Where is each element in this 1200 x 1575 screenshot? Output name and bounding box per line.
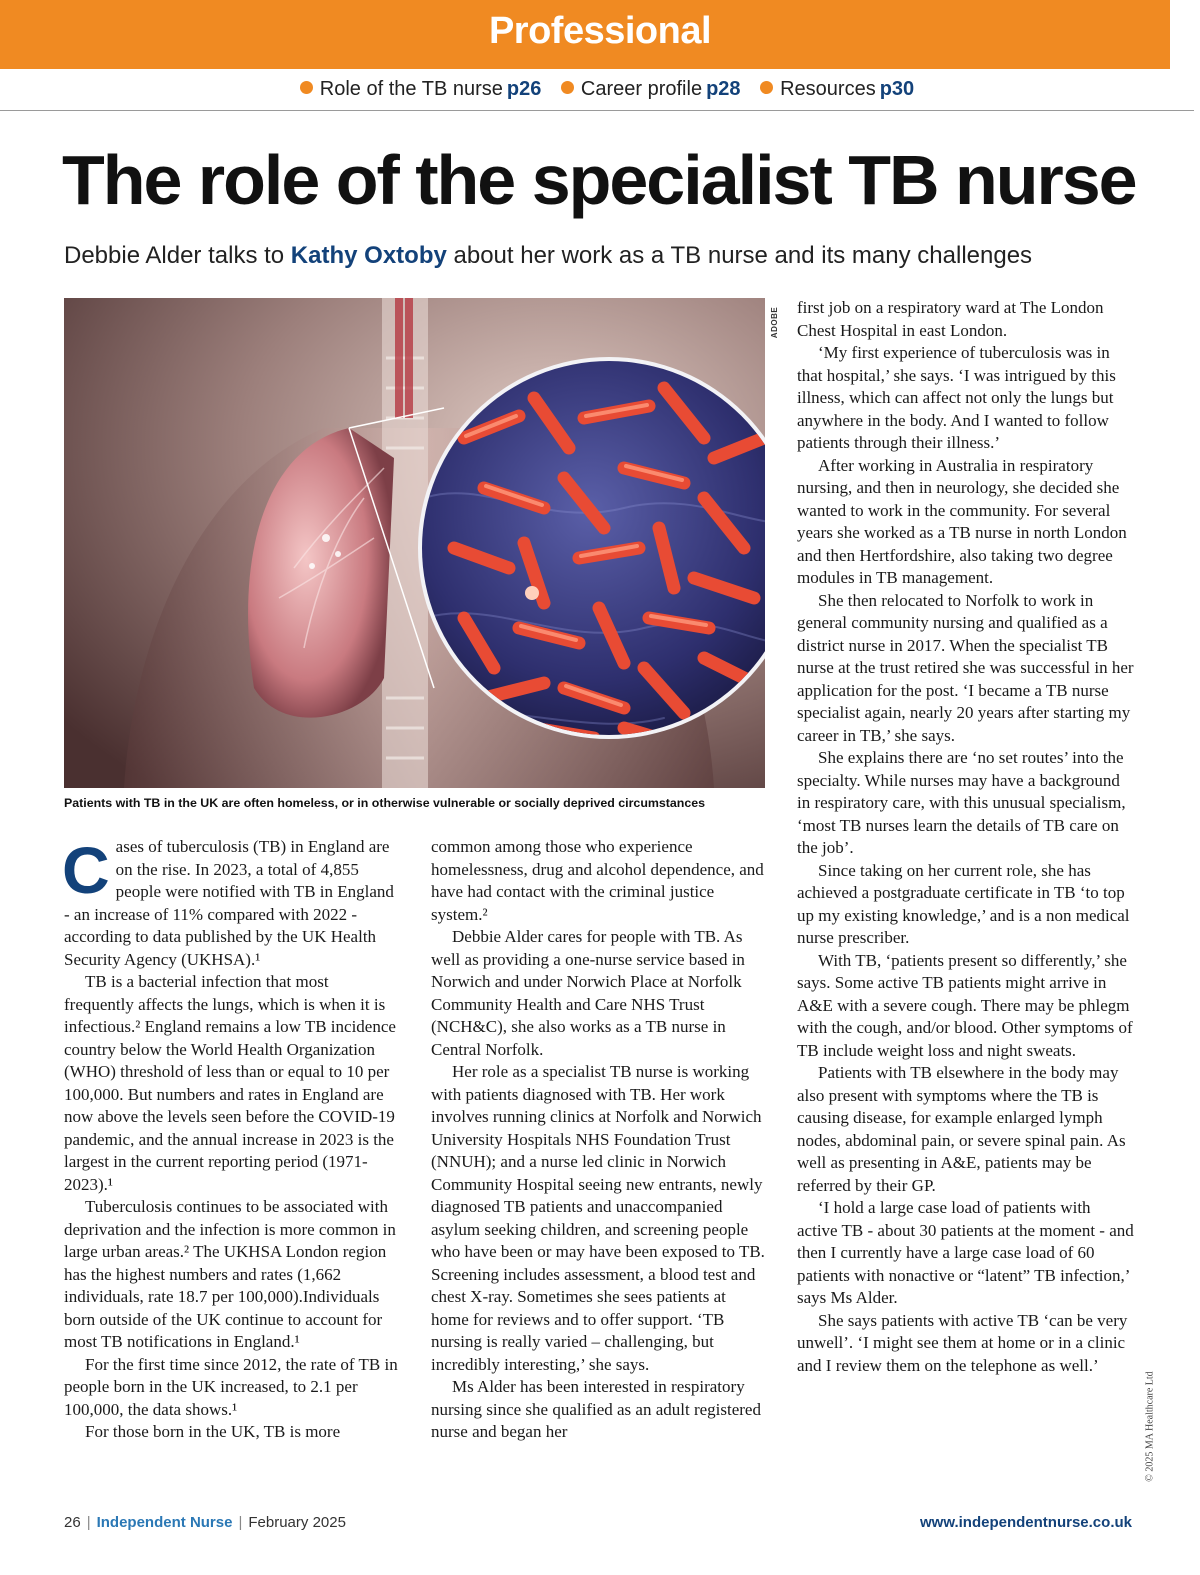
article-paragraph: ‘I hold a large case load of patients with active TB - about 30 patients at the moment - and then I currently have a large case load of 60 patients with nonactive or “latent” TB infection,’ says Ms Alder. xyxy=(797,1198,1134,1307)
article-paragraph: With TB, ‘patients present so differently,’ she says. Some active TB patients might arrive in A&E with a severe cough. There may be phlegm with the cough, and/or blood. Other symptoms of TB include weight loss and night sweats. xyxy=(797,950,1133,1060)
contents-nav xyxy=(0,78,1200,101)
nav-item-page[interactable]: p26 xyxy=(506,78,542,100)
article-paragraph: Tuberculosis continues to be associated with deprivation and the infection is more common in large urban areas.² The UKHSA London region has the highest numbers and rates (1,662 individuals, rate 18.7 per 100,000).Individuals born outside of the UK continue to account for most TB notifications in England.¹ xyxy=(64,1197,396,1351)
nav-item-label[interactable]: Resources xyxy=(780,78,876,100)
article-column-3 xyxy=(797,297,1134,1377)
article-paragraph: Ms Alder has been interested in respiratory nursing since she qualified as an adult registered nurse and began her xyxy=(431,1377,761,1441)
article-paragraph: After working in Australia in respiratory nursing, and then in neurology, she decided she wanted to work in the community. For several years she worked as a TB nurse in north London and then Hertfordshire, also taking two degree modules in TB management. xyxy=(797,455,1127,587)
article-paragraph: Patients with TB elsewhere in the body may also present with symptoms where the TB is causing disease, for example enlarged lymph nodes, abdominal pain, or severe spinal pain. As well as presenting in A&E, patients may be referred by their GP. xyxy=(797,1063,1126,1195)
image-caption: Patients with TB in the UK are often homeless, or in otherwise vulnerable or socially deprived circumstances xyxy=(64,796,706,810)
bullet-icon xyxy=(561,81,574,94)
article-column-1 xyxy=(62,833,399,1444)
website-link[interactable]: www.independentnurse.co.uk xyxy=(920,1514,1132,1531)
author-name: Kathy Oxtoby xyxy=(290,242,447,269)
nav-item-label[interactable]: Role of the TB nurse xyxy=(319,78,503,100)
article-paragraph: first job on a respiratory ward at The London Chest Hospital in east London. xyxy=(797,298,1104,340)
article-paragraph: Cases of tuberculosis (TB) in England are on the rise. In 2023, a total of 4,855 people were notified with TB in England - an increase of 11% compared with 2022 - according to data published by the UK Health Security Agency (UKHSA).¹ xyxy=(62,833,394,969)
article-paragraph: She then relocated to Norfolk to work in general community nursing and qualified as a district nurse in 2017. When the specialist TB nurse at the trust retired she was successful in her application for the post. ‘I became a TB nurse specialist again, nearly 20 years after starting my career in TB,’ she says. xyxy=(797,590,1134,745)
article-paragraph: She says patients with active TB ‘can be very unwell’. ‘I might see them at home or in a clinic and I review them on the telephone as well.’ xyxy=(797,1310,1128,1375)
nav-item-page[interactable]: p28 xyxy=(706,78,741,100)
copyright-notice: © 2025 MA Healthcare Ltd xyxy=(1144,1371,1156,1482)
article-paragraph: common among those who experience homelessness, drug and alcohol dependence, and have had contact with the criminal justice system.² xyxy=(431,837,764,924)
article-paragraph: TB is a bacterial infection that most frequently affects the lungs, which is when it is infectious.² England remains a low TB incidence country below the World Health Organization (WHO) threshold of less than or equal to 10 per 100,000. But numbers and rates in England are now above the levels seen before the COVID-19 pandemic, and the annual increase in 2023 is the largest in the current reporting period (1971-2023).¹ xyxy=(64,972,396,1194)
article-paragraph: She explains there are ‘no set routes’ into the specialty. While nurses may have a background in respiratory care, with this unusual specialism, ‘most TB nurses learn the details of TB care on the job’. xyxy=(797,748,1126,857)
image-credit: ADOBE xyxy=(770,306,780,339)
article-paragraph: Debbie Alder cares for people with TB. As well as providing a one-nurse service based in Norwich and under Norwich Place at Norfolk Community Health and Care NHS Trust (NCH&C), she also works as a TB nurse in Central Norfolk. xyxy=(431,927,745,1059)
footer-separator: | xyxy=(238,1514,243,1531)
tb-bacteria-illustration xyxy=(64,298,765,788)
article-paragraph: ‘My first experience of tuberculosis was in that hospital,’ she says. ‘I was intrigued by this illness, which can affect not only the lungs but anywhere in the body. And I wanted to follow patients through their illness.’ xyxy=(797,343,1116,452)
article-column-2 xyxy=(431,836,766,1444)
nav-item-label[interactable]: Career profile xyxy=(580,78,703,100)
article-paragraph: For those born in the UK, TB is more xyxy=(85,1422,341,1441)
article-paragraph: Her role as a specialist TB nurse is working with patients diagnosed with TB. Her work involves running clinics at Norfolk and Norwich University Hospitals NHS Foundation Trust (NNUH); and a nurse led clinic in Norwich Community Hospital seeing new entrants, newly diagnosed TB patients and unaccompanied asylum seeking children, and screening people who have been or may have been exposed to TB. Screening includes assessment, a blood test and chest X-ray. Sometimes she sees patients at home for reviews and to offer support. ‘TB nursing is really varied – challenging, but incredibly interesting,’ she says. xyxy=(431,1062,765,1374)
article-headline: The role of the specialist TB nurse xyxy=(62,141,1136,219)
section-title: Professional xyxy=(488,10,712,52)
article-paragraph: Since taking on her current role, she has achieved a postgraduate certificate in TB ‘to top up my existing knowledge,’ and is a non medical nurse prescriber. xyxy=(797,860,1130,947)
footer-separator: | xyxy=(86,1514,91,1531)
issue-date: February 2025 xyxy=(248,1514,346,1531)
page-number: 26 xyxy=(64,1514,81,1531)
lungs-bacteria-image xyxy=(64,298,765,788)
header-divider xyxy=(0,110,1194,111)
standfirst-text: Debbie Alder talks to xyxy=(64,242,291,269)
drop-cap: C xyxy=(62,833,110,907)
article-paragraph: For the first time since 2012, the rate of TB in people born in the UK increased, to 2.1 per 100,000, the data shows.¹ xyxy=(64,1354,398,1419)
bullet-icon xyxy=(300,81,313,94)
publication-name: Independent Nurse xyxy=(96,1514,233,1531)
standfirst-text: about her work as a TB nurse and its many challenges xyxy=(446,242,1033,269)
page-footer xyxy=(64,1514,346,1531)
article-standfirst xyxy=(64,242,1032,270)
nav-item-page[interactable]: p30 xyxy=(879,78,915,100)
bullet-icon xyxy=(760,81,773,94)
